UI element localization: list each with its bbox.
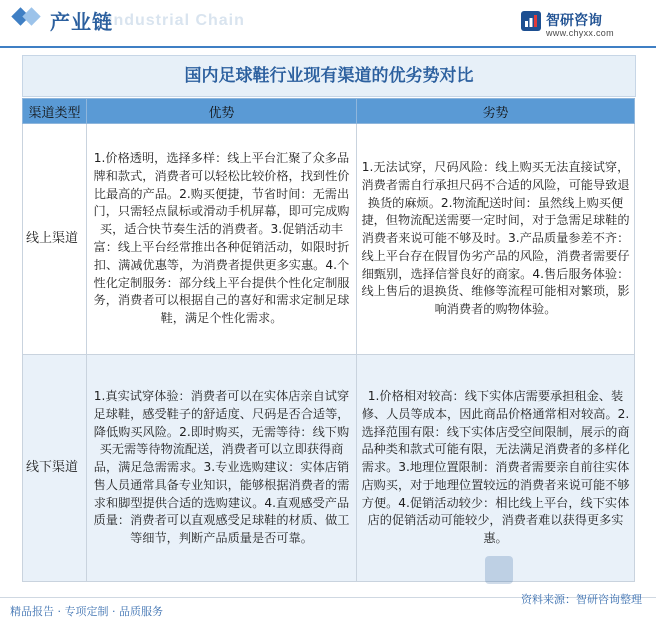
channel-type: 线上渠道 (23, 124, 87, 355)
column-header-disadvantages: 劣势 (357, 99, 635, 124)
brand-url: www.chyxx.com (546, 28, 614, 38)
watermark-logo (484, 553, 644, 587)
table-row (23, 124, 635, 355)
advantages-cell: 1.真实试穿体验：消费者可以在实体店亲自试穿足球鞋，感受鞋子的舒适度、尺码是否合适等，降低购买风险。2.即时购买，无需等待：线下购买无需等待物流配送，消费者可以立即获得商品，满足急需需求。3.专业选购建议：实体店销售人员通常具备专业知识，能够根据消费者的需求和脚型提供合适的选购建议。4.直观感受产品质量：消费者可以直观感受足球鞋的材质、做工等细节，判断产品质量是否可靠。 (87, 355, 357, 582)
brand-name: 智研咨询 (546, 13, 602, 29)
header-watermark: Industrial Chain (108, 12, 245, 29)
column-header-type: 渠道类型 (23, 99, 87, 124)
table-row (23, 355, 635, 582)
source-note: 资料来源：智研咨询整理 (521, 593, 642, 606)
table-title: 国内足球鞋行业现有渠道的优劣势对比 (22, 55, 636, 97)
header-divider (0, 46, 656, 48)
comparison-table (22, 98, 635, 582)
watermark-logo-icon (484, 555, 514, 585)
page-header (0, 0, 656, 46)
table-header-row (23, 99, 635, 124)
footer-tagline: 精品报告 · 专项定制 · 品质服务 (10, 605, 163, 618)
logo-icon (520, 10, 542, 32)
channel-type: 线下渠道 (23, 355, 87, 582)
advantages-cell: 1.价格透明，选择多样：线上平台汇聚了众多品牌和款式，消费者可以轻松比较价格，找到性价比最高的产品。2.购买便捷，节省时间：无需出门，只需轻点鼠标或滑动手机屏幕，即可完成购买，适合快节奏生活的消费者。3.促销活动丰富：线上平台经常推出各种促销活动，如限时折扣、满减优惠等，为消费者提供更多实惠。4.个性化定制服务：部分线上平台提供个性化定制服务，消费者可以根据自己的喜好和需求定制足球鞋，满足个性化需求。 (87, 124, 357, 355)
disadvantages-cell: 1.无法试穿，尺码风险：线上购买无法直接试穿，消费者需自行承担尺码不合适的风险，可能导致退换货的麻烦。2.物流配送时间：虽然线上购买便捷，但物流配送需要一定时间，对于急需足球鞋的消费者来说可能不够及时。3.产品质量参差不齐：线上平台存在假冒伪劣产品的风险，消费者需要仔细甄别，选择信誉良好的商家。4.售后服务体验：线上售后的退换货、维修等流程可能相对繁琐，影响消费者的购物体验。 (357, 124, 635, 355)
disadvantages-cell: 1.价格相对较高：线下实体店需要承担租金、装修、人员等成本，因此商品价格通常相对较高。2.选择范围有限：线下实体店受空间限制，展示的商品种类和款式可能有限，无法满足消费者的多样化需求。3.地理位置限制：消费者需要亲自前往实体店购买，对于地理位置较远的消费者来说可能不够方便。4.促销活动较少：相比线上平台，线下实体店的促销活动可能较少，消费者难以获得更多实惠。 (357, 355, 635, 582)
section-title: 产业链 (50, 10, 113, 34)
column-header-advantages: 优势 (87, 99, 357, 124)
brand-logo (520, 8, 644, 42)
